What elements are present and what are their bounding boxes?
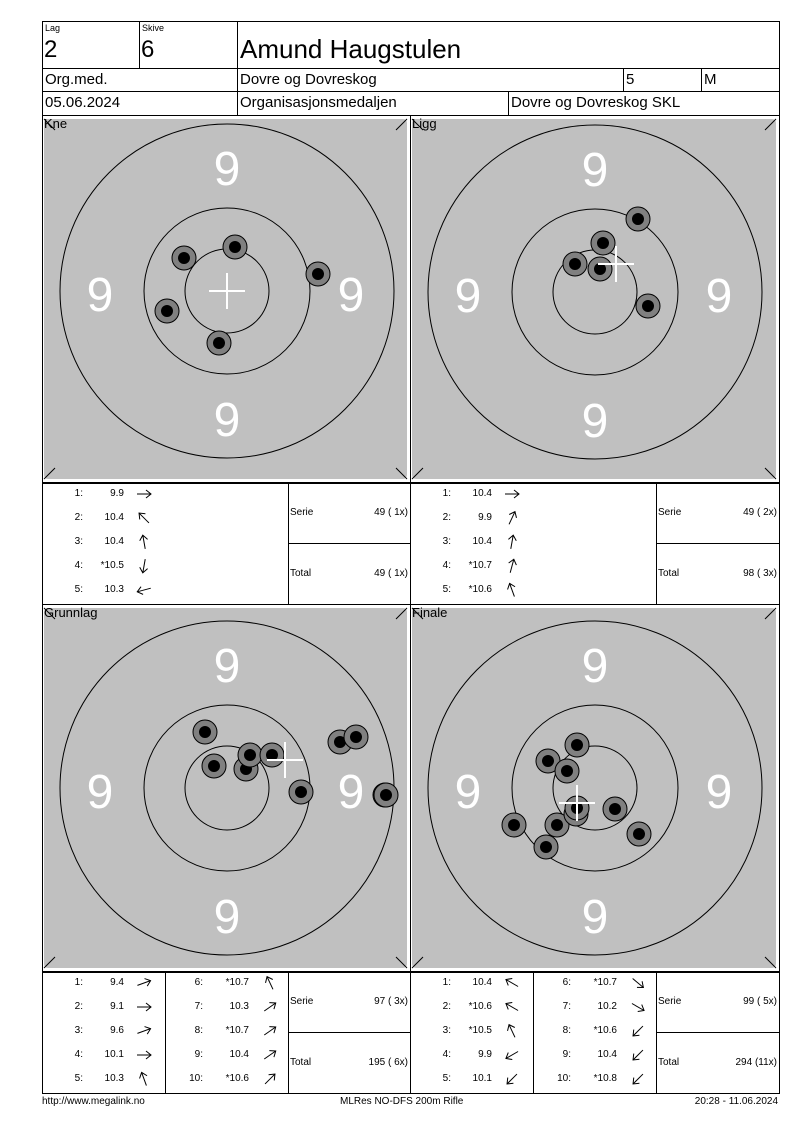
shot-value: *10.5 (100, 560, 124, 571)
shot-row (43, 976, 165, 994)
shot-number: 6: (194, 977, 203, 988)
shot-value: *10.6 (225, 1073, 249, 1084)
target-title: Ligg (412, 116, 437, 131)
shot-row (43, 583, 165, 601)
shot-number: 4: (442, 1049, 451, 1060)
shot-number: 3: (442, 1025, 451, 1036)
gender: M (704, 71, 717, 88)
shot-number: 9: (562, 1049, 571, 1060)
shot-direction-arrow-icon (629, 1046, 647, 1064)
shot-row (533, 1024, 655, 1042)
shooter-name: Amund Haugstulen (240, 34, 462, 64)
shot-value: 9.9 (110, 488, 124, 499)
summary-divider (289, 1032, 410, 1033)
shot-hole (306, 262, 330, 286)
target-face (411, 116, 779, 482)
shot-value: 10.2 (597, 1001, 617, 1012)
total-label: Total (658, 1057, 680, 1068)
shot-value: 10.4 (472, 536, 492, 547)
shot-list (42, 483, 411, 605)
shot-row (43, 487, 165, 505)
shot-row (165, 1024, 287, 1042)
target-title: Finale (412, 605, 448, 620)
shot-hole (603, 797, 627, 821)
shot-number: 1: (442, 977, 451, 988)
shot-hole (374, 783, 398, 807)
shot-direction-arrow-icon (503, 533, 521, 551)
ring-number: 9 (454, 766, 482, 819)
shot-row (43, 1072, 165, 1090)
shot-direction-arrow-icon (261, 974, 279, 992)
shot-value: 10.4 (104, 512, 124, 523)
shot-number: 5: (442, 584, 451, 595)
shot-number: 9: (194, 1049, 203, 1060)
shot-row (165, 1048, 287, 1066)
ring-number: 9 (86, 766, 114, 819)
organizer-cell (508, 91, 780, 116)
serie-value: 49 ( 2x) (743, 507, 777, 518)
club-name: Dovre og Dovreskog (240, 71, 377, 88)
shooter-class: 5 (626, 71, 635, 88)
shot-direction-arrow-icon (503, 557, 521, 575)
shot-value: *10.7 (593, 977, 617, 988)
shot-value: 10.1 (472, 1073, 492, 1084)
total-value: 49 ( 1x) (374, 568, 408, 579)
shot-direction-arrow-icon (629, 1070, 647, 1088)
shot-direction-arrow-icon (629, 974, 647, 992)
shot-row (43, 1048, 165, 1066)
shot-row (411, 1072, 533, 1090)
shot-row (165, 1072, 287, 1090)
total-label: Total (658, 568, 680, 579)
shot-value: 10.4 (229, 1049, 249, 1060)
shot-number: 1: (74, 977, 83, 988)
date-cell (42, 91, 238, 116)
shot-number: 1: (442, 488, 451, 499)
shot-value: *10.6 (593, 1025, 617, 1036)
target-face (411, 605, 779, 971)
serie-label: Serie (658, 507, 682, 518)
shot-hole (555, 759, 579, 783)
shot-direction-arrow-icon (503, 1046, 521, 1064)
target-face (43, 605, 410, 971)
shot-number: 8: (194, 1025, 203, 1036)
shot-direction-arrow-icon (135, 1022, 153, 1040)
ring-number: 9 (213, 394, 241, 447)
shot-hole (238, 743, 262, 767)
serie-value: 49 ( 1x) (374, 507, 408, 518)
shot-direction-arrow-icon (261, 1070, 279, 1088)
score-summary (656, 973, 779, 1093)
skive-value: 6 (141, 36, 155, 63)
shot-row (411, 535, 533, 553)
shot-list (42, 972, 411, 1094)
shot-hole (627, 822, 651, 846)
shot-row (411, 559, 533, 577)
total-value: 294 (11x) (735, 1057, 777, 1068)
shot-number: 2: (74, 1001, 83, 1012)
shot-value: 10.3 (229, 1001, 249, 1012)
name-cell (237, 21, 780, 69)
shot-value: 10.1 (104, 1049, 124, 1060)
shot-direction-arrow-icon (261, 998, 279, 1016)
shot-list (410, 972, 780, 1094)
shot-direction-arrow-icon (261, 1046, 279, 1064)
shot-hole (193, 720, 217, 744)
footer-url[interactable]: http://www.megalink.no (42, 1096, 145, 1107)
shot-hole (202, 754, 226, 778)
competition-name: Organisasjonsmedaljen (240, 94, 397, 111)
serie-value: 99 ( 5x) (743, 996, 777, 1007)
shot-number: 5: (442, 1073, 451, 1084)
class-code-cell (42, 68, 238, 92)
target-face (43, 116, 410, 482)
shot-number: 10: (557, 1073, 571, 1084)
score-summary (288, 484, 410, 604)
shot-row (533, 1000, 655, 1018)
shot-value: 9.6 (110, 1025, 124, 1036)
target-title: Kne (44, 116, 68, 131)
shot-number: 4: (74, 560, 83, 571)
shot-value: *10.6 (468, 1001, 492, 1012)
shot-row (43, 535, 165, 553)
target-panel (42, 604, 411, 972)
shot-hole (344, 725, 368, 749)
target-title: Grunnlag (44, 605, 98, 620)
shot-row (411, 1024, 533, 1042)
shot-direction-arrow-icon (135, 581, 153, 599)
ring-number: 9 (213, 891, 241, 944)
shot-direction-arrow-icon (503, 1070, 521, 1088)
shot-number: 7: (194, 1001, 203, 1012)
shot-value: *10.6 (468, 584, 492, 595)
shot-direction-arrow-icon (629, 998, 647, 1016)
lag-value: 2 (44, 36, 58, 63)
shot-hole (591, 231, 615, 255)
shot-number: 3: (74, 536, 83, 547)
ring-number: 9 (581, 395, 609, 448)
shot-number: 3: (442, 536, 451, 547)
gender-cell (701, 68, 780, 92)
shot-value: 9.4 (110, 977, 124, 988)
ring-number: 9 (213, 143, 241, 196)
shot-hole (636, 294, 660, 318)
shot-number: 7: (562, 1001, 571, 1012)
shot-row (533, 1072, 655, 1090)
shot-number: 5: (74, 584, 83, 595)
shot-value: *10.7 (468, 560, 492, 571)
total-label: Total (290, 1057, 312, 1068)
shot-row (43, 511, 165, 529)
skive-label: Skive (142, 23, 165, 33)
shot-hole (626, 207, 650, 231)
ring-number: 9 (337, 269, 365, 322)
shot-row (533, 976, 655, 994)
serie-value: 97 ( 3x) (374, 996, 408, 1007)
shot-direction-arrow-icon (135, 1070, 153, 1088)
shot-value: *10.7 (225, 1025, 249, 1036)
shot-value: 10.4 (104, 536, 124, 547)
target-panel (410, 115, 780, 483)
shot-direction-arrow-icon (135, 533, 153, 551)
shot-hole (588, 257, 612, 281)
shot-direction-arrow-icon (503, 485, 521, 503)
shot-hole (223, 235, 247, 259)
serie-label: Serie (290, 996, 314, 1007)
shooter-class-cell (623, 68, 702, 92)
shot-row (165, 976, 287, 994)
shot-row (43, 1000, 165, 1018)
ring-number: 9 (581, 640, 609, 693)
total-value: 98 ( 3x) (743, 568, 777, 579)
shot-hole (563, 252, 587, 276)
shot-row (43, 559, 165, 577)
shot-row (411, 487, 533, 505)
class-code: Org.med. (45, 71, 108, 88)
shot-number: 10: (189, 1073, 203, 1084)
footer-timestamp: 20:28 - 11.06.2024 (694, 1096, 778, 1107)
shot-row (411, 511, 533, 529)
score-summary (656, 484, 779, 604)
footer-software: MLRes NO-DFS 200m Rifle (340, 1096, 464, 1107)
shot-value: *10.7 (225, 977, 249, 988)
shot-value: 9.9 (478, 512, 492, 523)
shot-number: 2: (442, 1001, 451, 1012)
total-label: Total (290, 568, 312, 579)
ring-number: 9 (213, 640, 241, 693)
shot-direction-arrow-icon (503, 974, 521, 992)
shot-row (411, 1000, 533, 1018)
total-value: 195 ( 6x) (368, 1057, 408, 1068)
shot-row (533, 1048, 655, 1066)
shot-number: 5: (74, 1073, 83, 1084)
shot-direction-arrow-icon (135, 1046, 153, 1064)
target-panel (410, 604, 780, 972)
shot-hole (534, 835, 558, 859)
shot-direction-arrow-icon (135, 998, 153, 1016)
score-summary (288, 973, 410, 1093)
shot-row (411, 976, 533, 994)
shot-row (411, 1048, 533, 1066)
serie-label: Serie (290, 507, 314, 518)
shot-value: 10.4 (597, 1049, 617, 1060)
ring-number: 9 (86, 269, 114, 322)
summary-divider (657, 543, 779, 544)
ring-number: 9 (705, 270, 733, 323)
shot-hole (289, 780, 313, 804)
shot-direction-arrow-icon (503, 581, 521, 599)
shot-number: 8: (562, 1025, 571, 1036)
shot-value: *10.5 (468, 1025, 492, 1036)
shot-direction-arrow-icon (135, 974, 153, 992)
shot-hole (172, 246, 196, 270)
ring-number: 9 (705, 766, 733, 819)
shot-direction-arrow-icon (503, 509, 521, 527)
shot-direction-arrow-icon (629, 1022, 647, 1040)
shot-direction-arrow-icon (135, 557, 153, 575)
target-panel (42, 115, 411, 483)
summary-divider (657, 1032, 779, 1033)
ring-number: 9 (581, 144, 609, 197)
shot-value: 10.3 (104, 584, 124, 595)
competition-date: 05.06.2024 (45, 94, 121, 111)
lag-cell (42, 21, 140, 69)
shot-direction-arrow-icon (503, 998, 521, 1016)
shot-row (43, 1024, 165, 1042)
shot-hole (155, 299, 179, 323)
shot-number: 4: (74, 1049, 83, 1060)
shot-direction-arrow-icon (261, 1022, 279, 1040)
shot-direction-arrow-icon (503, 1022, 521, 1040)
ring-number: 9 (337, 766, 365, 819)
ring-number: 9 (581, 891, 609, 944)
serie-label: Serie (658, 996, 682, 1007)
organizer-name: Dovre og Dovreskog SKL (511, 94, 681, 111)
shot-number: 6: (562, 977, 571, 988)
shot-list (410, 483, 780, 605)
shot-direction-arrow-icon (135, 485, 153, 503)
shot-number: 2: (74, 512, 83, 523)
shot-number: 4: (442, 560, 451, 571)
shot-number: 1: (74, 488, 83, 499)
shot-value: 10.3 (104, 1073, 124, 1084)
club-cell (237, 68, 624, 92)
competition-cell (237, 91, 509, 116)
shot-hole (565, 733, 589, 757)
summary-divider (289, 543, 410, 544)
shot-value: 10.4 (472, 488, 492, 499)
shot-value: 9.1 (110, 1001, 124, 1012)
shot-number: 3: (74, 1025, 83, 1036)
shot-direction-arrow-icon (135, 509, 153, 527)
ring-number: 9 (454, 270, 482, 323)
lag-label: Lag (45, 23, 61, 33)
shot-number: 2: (442, 512, 451, 523)
shot-value: 10.4 (472, 977, 492, 988)
shot-hole (207, 331, 231, 355)
shot-value: *10.8 (593, 1073, 617, 1084)
shot-value: 9.9 (478, 1049, 492, 1060)
skive-cell (139, 21, 238, 69)
shot-hole (502, 813, 526, 837)
shot-row (411, 583, 533, 601)
shot-hole (260, 743, 284, 767)
shot-row (165, 1000, 287, 1018)
